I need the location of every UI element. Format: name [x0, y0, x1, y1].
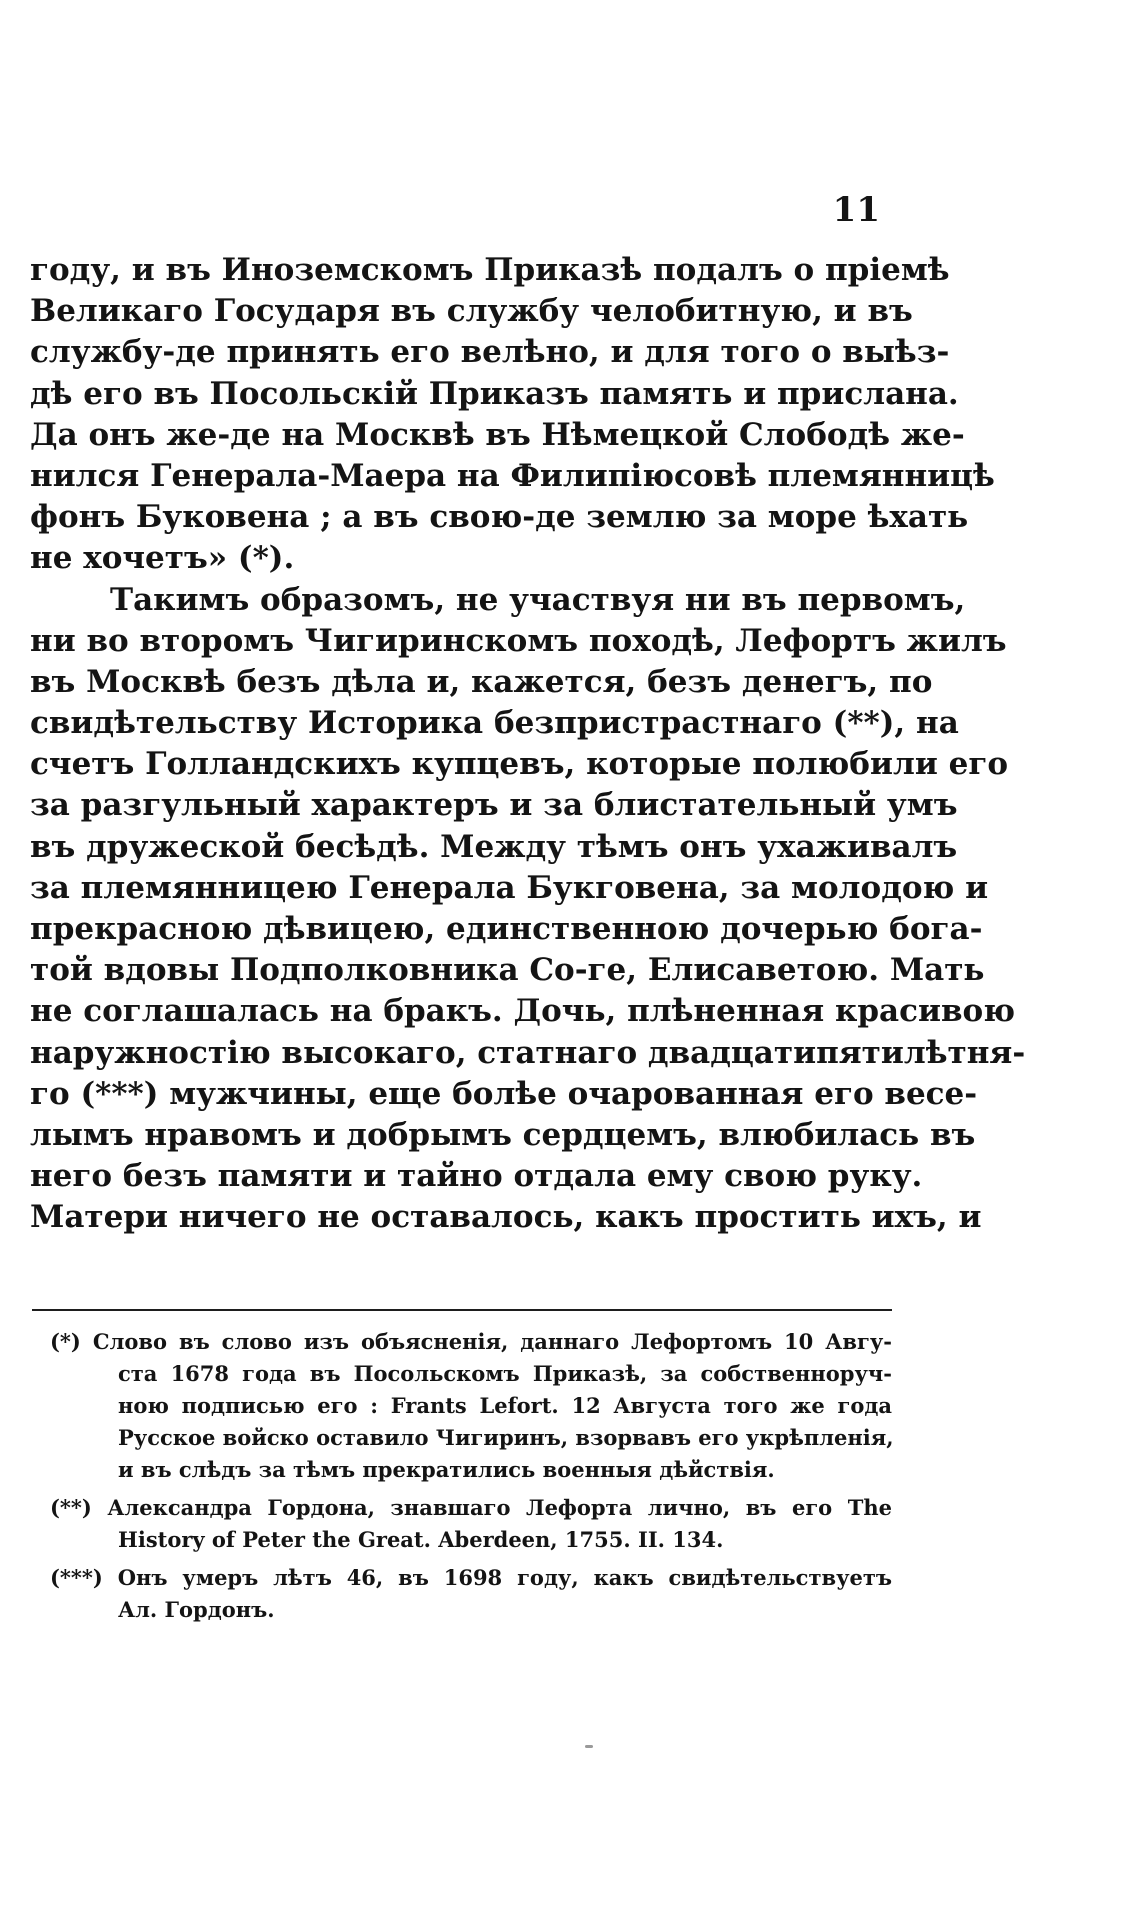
page-smudge [585, 1745, 593, 1748]
body-line: дѣ его въ Посольскій Приказъ память и прислана. [30, 375, 959, 412]
body-line: въ дружеской бесѣдѣ. Между тѣмъ онъ ухаживалъ [30, 828, 958, 865]
body-line: го (***) мужчины, еще болѣе очарованная его весе- [30, 1075, 978, 1112]
body-line: нился Генерала-Маера на Филипіюсовѣ племянницѣ [30, 457, 995, 494]
body-line: лымъ нравомъ и добрымъ сердцемъ, влюбилась въ [30, 1116, 976, 1153]
footnote-line: и въ слѣдъ за тѣмъ прекратились военныя дѣйствія. [118, 1457, 775, 1482]
body-line: году, и въ Иноземскомъ Приказѣ подалъ о пріемѣ [30, 252, 950, 288]
footnote-1 [50, 1326, 892, 1486]
body-line: Да онъ же-де на Москвѣ въ Нѣмецкой Слободѣ же- [30, 416, 965, 453]
footnote-line: ною подписью его : Frants Lefort. 12 Августа того же года [118, 1393, 892, 1418]
body-line: прекрасною дѣвицею, единственною дочерью бога- [30, 911, 983, 947]
body-line: ни во второмъ Чигиринскомъ походѣ, Лефортъ жилъ [30, 622, 1007, 659]
body-line: за племянницею Генерала Букговена, за молодою и [30, 869, 989, 906]
footnote-line: (***) Онъ умеръ лѣтъ 46, въ 1698 году, какъ свидѣтельствуетъ [50, 1565, 892, 1590]
footnote-line: (**) Александра Гордона, знавшаго Лефорта лично, въ его The [50, 1495, 892, 1520]
paragraph-start-line: Такимъ образомъ, не участвуя ни въ первомъ, [110, 581, 966, 618]
body-line: Матери ничего не оставалось, какъ простить ихъ, и [30, 1199, 982, 1236]
body-line: наружностію высокаго, статнаго двадцатипятилѣтня- [30, 1034, 1026, 1071]
body-text [30, 250, 1026, 1239]
body-line: него безъ памяти и тайно отдала ему свою руку. [30, 1158, 923, 1195]
body-line: той вдовы Подполковника Со-ге, Елисаветою. Мать [30, 952, 985, 989]
footnotes [50, 1326, 892, 1626]
body-line: не хочетъ» (*). [30, 540, 295, 577]
body-line: въ Москвѣ безъ дѣла и, кажется, безъ денегъ, по [30, 663, 933, 700]
footnote-line: (*) Слово въ слово изъ объясненія, даннаго Лефортомъ 10 Авгу- [50, 1329, 892, 1354]
footnote-line: Ал. Гордонъ. [118, 1597, 275, 1622]
body-line: службу-де принять его велѣно, и для того о выѣз- [30, 334, 950, 371]
footnote-3 [50, 1562, 892, 1626]
footnote-line: History of Peter the Great. Aberdeen, 1755. II. 134. [118, 1527, 724, 1552]
footnote-2 [50, 1492, 892, 1556]
footnote-divider [32, 1309, 892, 1311]
body-line: за разгульный характеръ и за блистательный умъ [30, 787, 958, 824]
page-number: 11 [832, 190, 880, 230]
body-line: не соглашалась на бракъ. Дочь, плѣненная красивою [30, 993, 1016, 1030]
body-line: свидѣтельству Историка безпристрастнаго (**), на [30, 705, 959, 742]
footnote-line: Русское войско оставило Чигиринъ, взорвавъ его укрѣпленія, [118, 1425, 894, 1450]
body-line: фонъ Буковена ; а въ свою-де землю за море ѣхать [30, 499, 969, 536]
footnote-line: ста 1678 года въ Посольскомъ Приказѣ, за собственноруч- [118, 1361, 892, 1386]
body-line: Великаго Государя въ службу челобитную, и въ [30, 293, 913, 330]
body-line: счетъ Голландскихъ купцевъ, которые полюбили его [30, 746, 1008, 783]
